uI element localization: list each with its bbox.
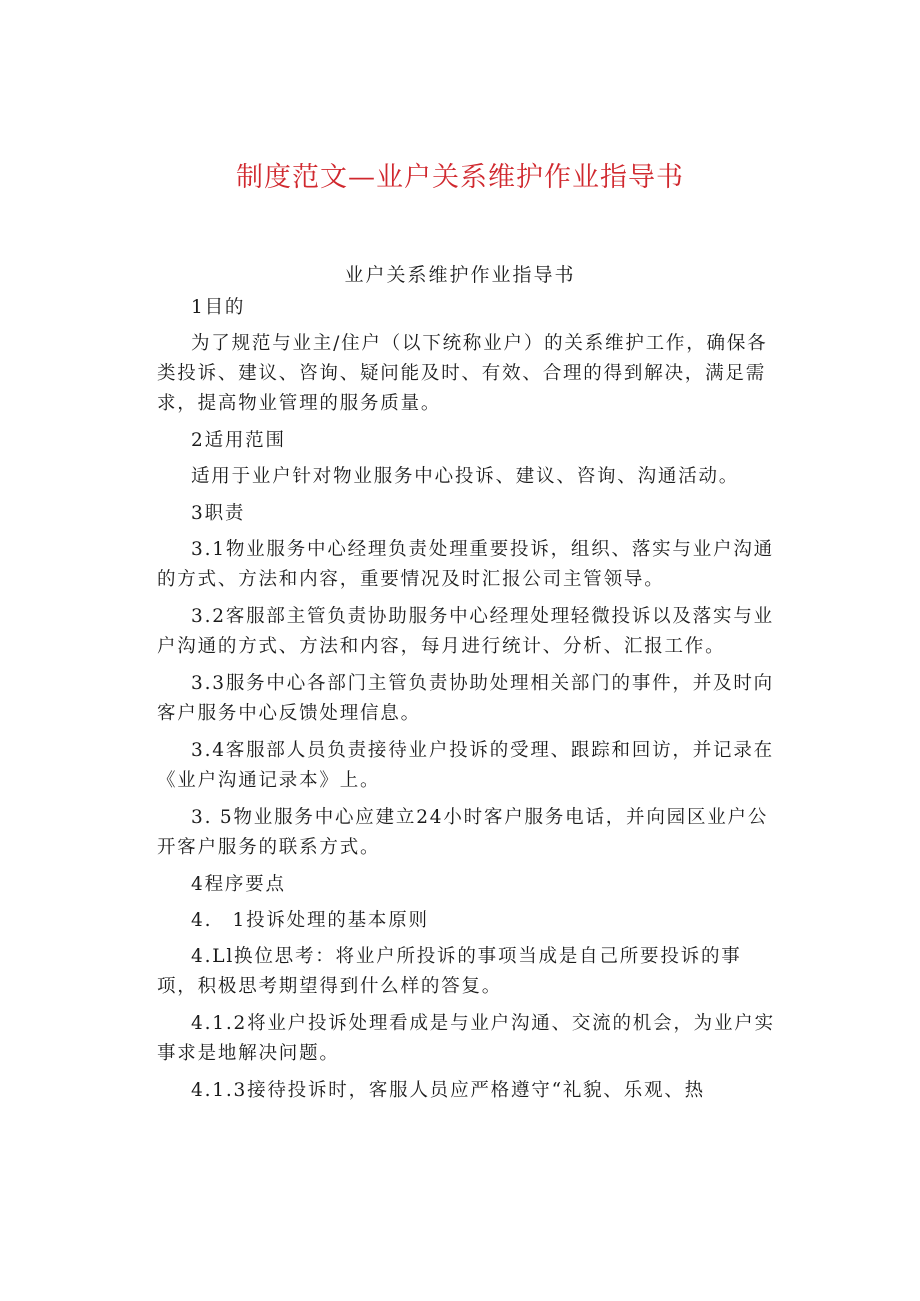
paragraph-4-1-3: 4.1.3接待投诉时，客服人员应严格遵守“礼貌、乐观、热 [191, 1080, 705, 1101]
document-subtitle: 业户关系维护作业指导书 [344, 264, 576, 286]
paragraph-4-1-1: 4.Ll换位思考：将业户所投诉的事项当成是自己所要投诉的事项，积极思考期望得到什么样的答复。 [157, 946, 742, 997]
paragraph-scope: 适用于业户针对物业服务中心投诉、建议、咨询、沟通活动。 [191, 466, 740, 487]
paragraph-4-1-2: 4.1.2将业户投诉处理看成是与业户沟通、交流的机会，为业户实事求是地解决问题。 [157, 1013, 775, 1064]
paragraph-3-1: 3.1物业服务中心经理负责处理重要投诉，组织、落实与业户沟通的方式、方法和内容，重要情况及时汇报公司主管领导。 [157, 539, 774, 590]
document-body [157, 293, 777, 1113]
document-title: 制度范文—业户关系维护作业指导书 [236, 162, 684, 193]
paragraph-3-5: 3. 5物业服务中心应建立24小时客户服务电话，并向园区业户公开客户服务的联系方式。 [157, 807, 769, 858]
paragraph-3-3: 3.3服务中心各部门主管负责协助处理相关部门的事件，并及时向客户服务中心反馈处理信息。 [157, 673, 774, 724]
paragraph-3-2: 3.2客服部主管负责协助服务中心经理处理轻微投诉以及落实与业户沟通的方式、方法和内容，每月进行统计、分析、汇报工作。 [157, 606, 774, 657]
section-heading-scope: 2适用范围 [191, 430, 286, 451]
subsection-heading-4-1: 4. 1投诉处理的基本原则 [191, 910, 429, 931]
paragraph-purpose: 为了规范与业主/住户（以下统称业户）的关系维护工作，确保各类投诉、建议、咨询、疑问能及时、有效、合理的得到解决，满足需求，提高物业管理的服务质量。 [157, 333, 768, 414]
section-heading-procedure: 4程序要点 [191, 874, 286, 895]
section-heading-responsibilities: 3职责 [191, 503, 246, 524]
section-heading-purpose: 1目的 [191, 297, 246, 318]
paragraph-3-4: 3.4客服部人员负责接待业户投诉的受理、跟踪和回访，并记录在《业户沟通记录本》上。 [157, 740, 774, 791]
